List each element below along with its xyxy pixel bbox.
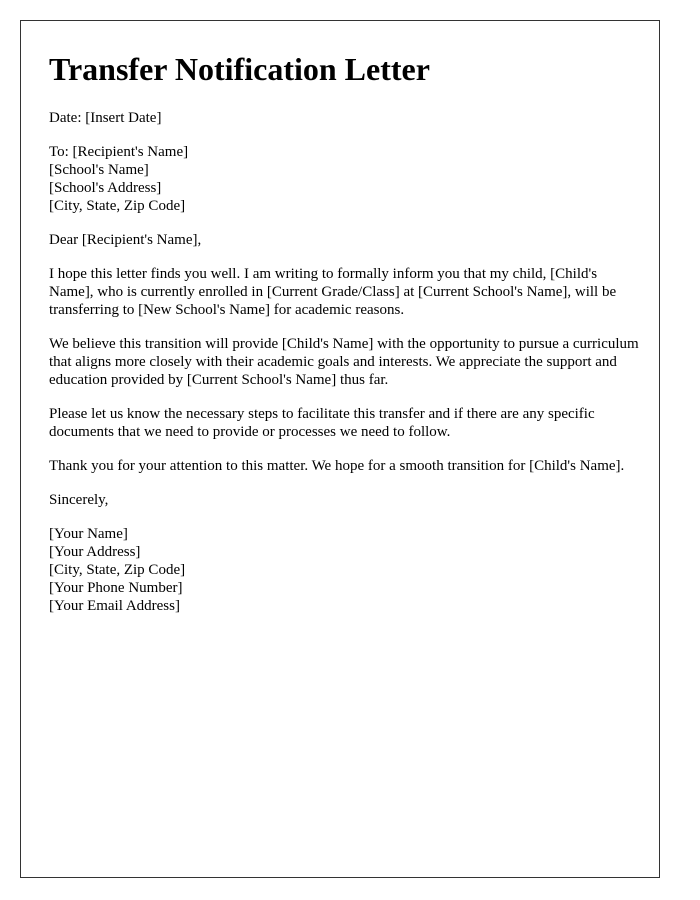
body-paragraph-3: Please let us know the necessary steps to facilitate this transfer and if there are any specific documents that we need to provide or processes we need to follow.: [49, 406, 595, 440]
letter-content: [49, 49, 639, 631]
letter-page: [20, 20, 660, 878]
recipient-address-block: [49, 143, 639, 215]
recipient-school-address: [School's Address]: [49, 180, 162, 196]
letter-title: Transfer Notification Letter: [49, 51, 430, 87]
closing: Sincerely,: [49, 492, 109, 508]
salutation: Dear [Recipient's Name],: [49, 232, 202, 248]
body-paragraph-4: Thank you for your attention to this matter. We hope for a smooth transition for [Child's Name].: [49, 458, 625, 474]
sender-signature-block: [49, 525, 639, 615]
body-paragraph-1: I hope this letter finds you well. I am writing to formally inform you that my child, [Child's Name], who is currently enrolled in [Current Grade/Class] at [Current School's Name], will be transferring to [New School's Name] for academic reasons.: [49, 266, 617, 318]
sender-name: [Your Name]: [49, 526, 128, 542]
sender-address: [Your Address]: [49, 544, 141, 560]
sender-phone: [Your Phone Number]: [49, 580, 183, 596]
body-paragraph-2: We believe this transition will provide [Child's Name] with the opportunity to pursue a curriculum that aligns more closely with their academic goals and interests. We appreciate the support and education provided by [Current School's Name] thus far.: [49, 336, 639, 388]
recipient-school-name: [School's Name]: [49, 162, 149, 178]
recipient-to: To: [Recipient's Name]: [49, 144, 189, 160]
sender-email: [Your Email Address]: [49, 598, 180, 614]
sender-city-state-zip: [City, State, Zip Code]: [49, 562, 186, 578]
letter-date: Date: [Insert Date]: [49, 110, 162, 126]
recipient-city-state-zip: [City, State, Zip Code]: [49, 198, 186, 214]
